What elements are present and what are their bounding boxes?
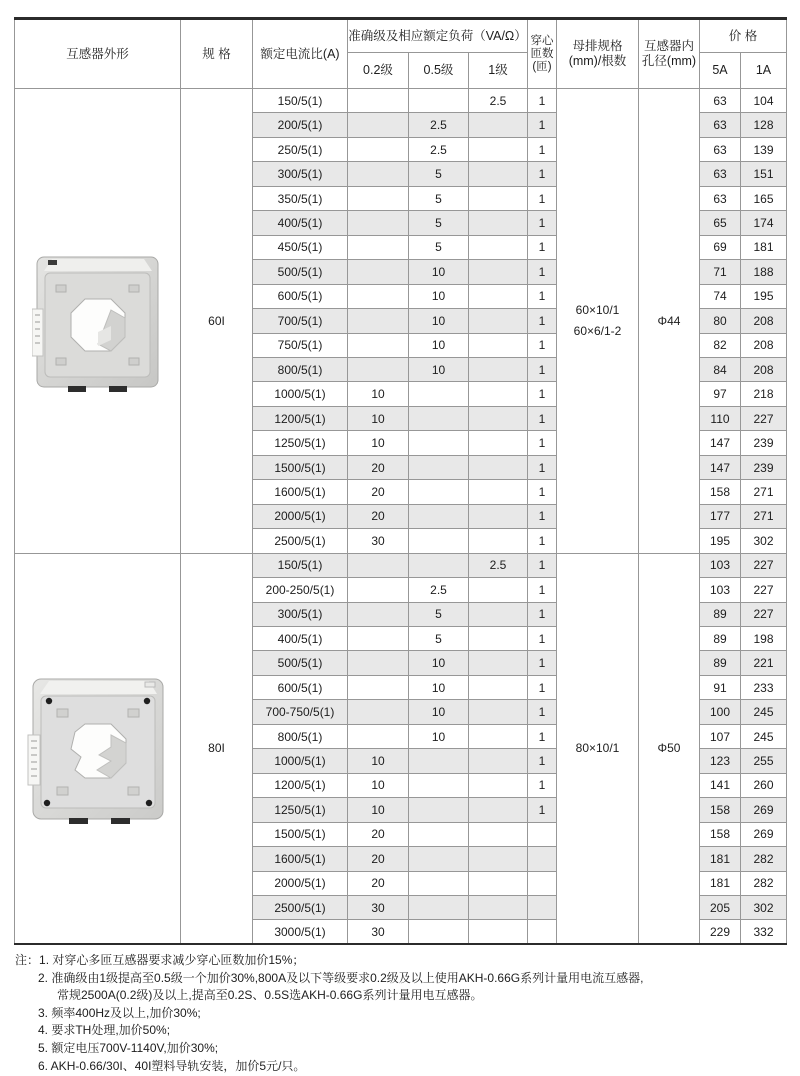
ratio-cell: 200-250/5(1) bbox=[253, 578, 348, 602]
class02-cell bbox=[348, 284, 409, 308]
class02-cell bbox=[348, 186, 409, 210]
price-1a-cell: 208 bbox=[741, 309, 787, 333]
class05-cell bbox=[409, 895, 469, 919]
class1-cell bbox=[469, 431, 528, 455]
class05-cell: 10 bbox=[409, 284, 469, 308]
header-price-group: 价 格 bbox=[700, 19, 787, 53]
class05-cell bbox=[409, 455, 469, 479]
class05-cell: 10 bbox=[409, 357, 469, 381]
price-5a-cell: 74 bbox=[700, 284, 741, 308]
price-5a-cell: 63 bbox=[700, 137, 741, 161]
ratio-cell: 200/5(1) bbox=[253, 113, 348, 137]
turns-cell bbox=[528, 822, 557, 846]
transformer-spec-table bbox=[14, 17, 787, 945]
header-appearance: 互感器外形 bbox=[15, 19, 181, 89]
ratio-cell: 700-750/5(1) bbox=[253, 700, 348, 724]
price-5a-cell: 229 bbox=[700, 920, 741, 944]
price-5a-cell: 89 bbox=[700, 651, 741, 675]
ratio-cell: 150/5(1) bbox=[253, 553, 348, 577]
ratio-cell: 300/5(1) bbox=[253, 602, 348, 626]
turns-cell: 1 bbox=[528, 675, 557, 699]
price-1a-cell: 282 bbox=[741, 847, 787, 871]
class02-cell bbox=[348, 260, 409, 284]
class02-cell bbox=[348, 137, 409, 161]
turns-cell: 1 bbox=[528, 89, 557, 113]
class05-cell: 2.5 bbox=[409, 137, 469, 161]
class05-cell: 10 bbox=[409, 724, 469, 748]
ratio-cell: 1250/5(1) bbox=[253, 798, 348, 822]
turns-cell: 1 bbox=[528, 137, 557, 161]
turns-cell: 1 bbox=[528, 553, 557, 577]
class05-cell bbox=[409, 871, 469, 895]
header-ratio: 额定电流比(A) bbox=[253, 19, 348, 89]
price-1a-cell: 208 bbox=[741, 333, 787, 357]
price-1a-cell: 302 bbox=[741, 529, 787, 553]
turns-cell: 1 bbox=[528, 700, 557, 724]
class1-cell bbox=[469, 651, 528, 675]
price-1a-cell: 239 bbox=[741, 431, 787, 455]
turns-cell: 1 bbox=[528, 357, 557, 381]
ratio-cell: 150/5(1) bbox=[253, 89, 348, 113]
ratio-cell: 1200/5(1) bbox=[253, 406, 348, 430]
class1-cell bbox=[469, 773, 528, 797]
class05-cell: 5 bbox=[409, 235, 469, 259]
turns-cell: 1 bbox=[528, 798, 557, 822]
turns-cell: 1 bbox=[528, 480, 557, 504]
price-5a-cell: 123 bbox=[700, 749, 741, 773]
price-5a-cell: 89 bbox=[700, 602, 741, 626]
price-1a-cell: 188 bbox=[741, 260, 787, 284]
ratio-cell: 800/5(1) bbox=[253, 357, 348, 381]
price-5a-cell: 158 bbox=[700, 822, 741, 846]
turns-cell: 1 bbox=[528, 504, 557, 528]
class05-cell: 10 bbox=[409, 675, 469, 699]
ratio-cell: 1250/5(1) bbox=[253, 431, 348, 455]
class02-cell: 10 bbox=[348, 749, 409, 773]
turns-cell bbox=[528, 871, 557, 895]
turns-cell: 1 bbox=[528, 651, 557, 675]
price-5a-cell: 69 bbox=[700, 235, 741, 259]
turns-cell: 1 bbox=[528, 211, 557, 235]
ratio-cell: 2500/5(1) bbox=[253, 895, 348, 919]
price-5a-cell: 177 bbox=[700, 504, 741, 528]
turns-cell: 1 bbox=[528, 113, 557, 137]
class02-cell: 20 bbox=[348, 455, 409, 479]
price-1a-cell: 332 bbox=[741, 920, 787, 944]
class02-cell: 10 bbox=[348, 798, 409, 822]
turns-cell: 1 bbox=[528, 333, 557, 357]
price-5a-cell: 89 bbox=[700, 626, 741, 650]
price-5a-cell: 195 bbox=[700, 529, 741, 553]
notes-block bbox=[15, 952, 790, 1075]
table-header bbox=[15, 19, 787, 89]
price-1a-cell: 227 bbox=[741, 578, 787, 602]
class05-cell: 5 bbox=[409, 602, 469, 626]
ratio-cell: 1500/5(1) bbox=[253, 455, 348, 479]
class05-cell bbox=[409, 89, 469, 113]
class05-cell: 5 bbox=[409, 186, 469, 210]
class1-cell bbox=[469, 480, 528, 504]
note-line: 6. AKH-0.66/30I、40I塑料导轨安装，加价5元/只。 bbox=[38, 1058, 306, 1073]
price-1a-cell: 233 bbox=[741, 675, 787, 699]
header-bore bbox=[639, 19, 700, 89]
class05-cell: 2.5 bbox=[409, 578, 469, 602]
class1-cell bbox=[469, 186, 528, 210]
ratio-cell: 1500/5(1) bbox=[253, 822, 348, 846]
turns-cell bbox=[528, 895, 557, 919]
price-1a-cell: 255 bbox=[741, 749, 787, 773]
price-1a-cell: 151 bbox=[741, 162, 787, 186]
class05-cell: 10 bbox=[409, 651, 469, 675]
price-5a-cell: 63 bbox=[700, 89, 741, 113]
notes-prefix: 注： bbox=[15, 953, 40, 967]
price-1a-cell: 271 bbox=[741, 504, 787, 528]
price-5a-cell: 147 bbox=[700, 455, 741, 479]
price-5a-cell: 147 bbox=[700, 431, 741, 455]
turns-cell: 1 bbox=[528, 284, 557, 308]
ratio-cell: 750/5(1) bbox=[253, 333, 348, 357]
header-turns-line1: 穿心 bbox=[530, 34, 554, 47]
price-1a-cell: 269 bbox=[741, 798, 787, 822]
spec-cell: 80I bbox=[181, 553, 253, 944]
class1-cell bbox=[469, 382, 528, 406]
class02-cell bbox=[348, 309, 409, 333]
price-5a-cell: 158 bbox=[700, 798, 741, 822]
ratio-cell: 600/5(1) bbox=[253, 675, 348, 699]
class02-cell: 20 bbox=[348, 822, 409, 846]
class05-cell bbox=[409, 798, 469, 822]
ratio-cell: 400/5(1) bbox=[253, 211, 348, 235]
class1-cell bbox=[469, 137, 528, 161]
class05-cell: 5 bbox=[409, 162, 469, 186]
price-1a-cell: 174 bbox=[741, 211, 787, 235]
class05-cell bbox=[409, 553, 469, 577]
class05-cell bbox=[409, 822, 469, 846]
class1-cell bbox=[469, 822, 528, 846]
header-price-5a: 5A bbox=[700, 53, 741, 89]
price-1a-cell: 245 bbox=[741, 700, 787, 724]
ratio-cell: 700/5(1) bbox=[253, 309, 348, 333]
header-turns bbox=[528, 19, 557, 89]
busbar-cell bbox=[557, 89, 639, 554]
class05-cell: 2.5 bbox=[409, 113, 469, 137]
ratio-cell: 350/5(1) bbox=[253, 186, 348, 210]
price-5a-cell: 84 bbox=[700, 357, 741, 381]
class1-cell bbox=[469, 626, 528, 650]
class02-cell: 20 bbox=[348, 480, 409, 504]
price-1a-cell: 245 bbox=[741, 724, 787, 748]
ratio-cell: 800/5(1) bbox=[253, 724, 348, 748]
class05-cell: 10 bbox=[409, 700, 469, 724]
price-5a-cell: 65 bbox=[700, 211, 741, 235]
price-5a-cell: 103 bbox=[700, 553, 741, 577]
turns-cell: 1 bbox=[528, 309, 557, 333]
class02-cell: 20 bbox=[348, 871, 409, 895]
note-line: 4. 要求TH处理,加价50%; bbox=[38, 1023, 171, 1038]
busbar-line: 80×10/1 bbox=[575, 741, 620, 756]
class02-cell bbox=[348, 211, 409, 235]
class02-cell: 10 bbox=[348, 406, 409, 430]
price-5a-cell: 110 bbox=[700, 406, 741, 430]
turns-cell: 1 bbox=[528, 455, 557, 479]
class02-cell: 10 bbox=[348, 773, 409, 797]
turns-cell: 1 bbox=[528, 578, 557, 602]
class1-cell bbox=[469, 578, 528, 602]
class05-cell bbox=[409, 504, 469, 528]
note-line: 2. 准确级由1级提高至0.5级一个加价30%,800A及以下等级要求0.2级及以上使用AKH-0.66G系列计量用电流互感器, bbox=[38, 970, 644, 985]
class02-cell bbox=[348, 235, 409, 259]
class1-cell bbox=[469, 309, 528, 333]
class05-cell bbox=[409, 749, 469, 773]
class1-cell bbox=[469, 847, 528, 871]
ratio-cell: 3000/5(1) bbox=[253, 920, 348, 944]
bore-cell: Φ50 bbox=[639, 553, 700, 944]
class02-cell bbox=[348, 162, 409, 186]
transformer-photo-cell bbox=[15, 89, 181, 554]
class1-cell bbox=[469, 724, 528, 748]
header-busbar-line2: (mm)/根数 bbox=[568, 54, 627, 68]
header-turns-line3: (匝) bbox=[532, 60, 552, 73]
price-5a-cell: 82 bbox=[700, 333, 741, 357]
class1-cell bbox=[469, 871, 528, 895]
turns-cell bbox=[528, 920, 557, 944]
busbar-line: 60×6/1-2 bbox=[573, 324, 622, 339]
price-1a-cell: 260 bbox=[741, 773, 787, 797]
turns-cell: 1 bbox=[528, 724, 557, 748]
header-busbar-line1: 母排规格 bbox=[572, 39, 623, 53]
ratio-cell: 250/5(1) bbox=[253, 137, 348, 161]
price-1a-cell: 227 bbox=[741, 406, 787, 430]
price-5a-cell: 100 bbox=[700, 700, 741, 724]
class1-cell bbox=[469, 211, 528, 235]
price-1a-cell: 282 bbox=[741, 871, 787, 895]
class02-cell bbox=[348, 113, 409, 137]
class1-cell bbox=[469, 406, 528, 430]
class1-cell bbox=[469, 504, 528, 528]
class02-cell bbox=[348, 651, 409, 675]
ratio-cell: 1200/5(1) bbox=[253, 773, 348, 797]
class02-cell: 20 bbox=[348, 847, 409, 871]
class05-cell bbox=[409, 431, 469, 455]
note-line: 5. 额定电压700V-1140V,加价30%; bbox=[38, 1040, 219, 1055]
class1-cell bbox=[469, 455, 528, 479]
price-5a-cell: 107 bbox=[700, 724, 741, 748]
price-5a-cell: 63 bbox=[700, 162, 741, 186]
class1-cell bbox=[469, 602, 528, 626]
price-1a-cell: 218 bbox=[741, 382, 787, 406]
price-5a-cell: 63 bbox=[700, 113, 741, 137]
class02-cell bbox=[348, 333, 409, 357]
price-1a-cell: 271 bbox=[741, 480, 787, 504]
price-1a-cell: 239 bbox=[741, 455, 787, 479]
note-line: 3. 频率400Hz及以上,加价30%; bbox=[38, 1005, 201, 1020]
note-text: 1. 对穿心多匝互感器要求减少穿心匝数加价15%； bbox=[39, 953, 305, 967]
price-5a-cell: 97 bbox=[700, 382, 741, 406]
ratio-cell: 500/5(1) bbox=[253, 651, 348, 675]
price-5a-cell: 141 bbox=[700, 773, 741, 797]
bore-cell: Φ44 bbox=[639, 89, 700, 554]
turns-cell: 1 bbox=[528, 162, 557, 186]
class02-cell: 30 bbox=[348, 920, 409, 944]
ratio-cell: 1600/5(1) bbox=[253, 480, 348, 504]
header-bore-line1: 互感器内 bbox=[643, 39, 694, 53]
turns-cell bbox=[528, 847, 557, 871]
class02-cell bbox=[348, 553, 409, 577]
ratio-cell: 1000/5(1) bbox=[253, 382, 348, 406]
ratio-cell: 1000/5(1) bbox=[253, 749, 348, 773]
table-body bbox=[15, 89, 787, 945]
turns-cell: 1 bbox=[528, 186, 557, 210]
class02-cell bbox=[348, 602, 409, 626]
price-1a-cell: 269 bbox=[741, 822, 787, 846]
class02-cell bbox=[348, 675, 409, 699]
price-1a-cell: 104 bbox=[741, 89, 787, 113]
class05-cell bbox=[409, 920, 469, 944]
class02-cell: 30 bbox=[348, 529, 409, 553]
ratio-cell: 2500/5(1) bbox=[253, 529, 348, 553]
price-5a-cell: 103 bbox=[700, 578, 741, 602]
class1-cell bbox=[469, 357, 528, 381]
transformer-photo-cell bbox=[15, 553, 181, 944]
turns-cell: 1 bbox=[528, 406, 557, 430]
price-1a-cell: 302 bbox=[741, 895, 787, 919]
class1-cell: 2.5 bbox=[469, 89, 528, 113]
ratio-cell: 1600/5(1) bbox=[253, 847, 348, 871]
price-5a-cell: 181 bbox=[700, 847, 741, 871]
class05-cell bbox=[409, 480, 469, 504]
turns-cell: 1 bbox=[528, 382, 557, 406]
turns-cell: 1 bbox=[528, 749, 557, 773]
price-5a-cell: 80 bbox=[700, 309, 741, 333]
class1-cell bbox=[469, 895, 528, 919]
price-5a-cell: 63 bbox=[700, 186, 741, 210]
table-row bbox=[15, 553, 787, 577]
ratio-cell: 600/5(1) bbox=[253, 284, 348, 308]
class05-cell: 5 bbox=[409, 211, 469, 235]
header-busbar bbox=[557, 19, 639, 89]
ratio-cell: 400/5(1) bbox=[253, 626, 348, 650]
class05-cell bbox=[409, 382, 469, 406]
class1-cell: 2.5 bbox=[469, 553, 528, 577]
class02-cell: 20 bbox=[348, 504, 409, 528]
photo-wrap bbox=[15, 669, 180, 827]
class1-cell bbox=[469, 749, 528, 773]
class05-cell: 10 bbox=[409, 260, 469, 284]
spec-cell: 60I bbox=[181, 89, 253, 554]
class05-cell bbox=[409, 529, 469, 553]
header-spec: 规 格 bbox=[181, 19, 253, 89]
header-class-1: 1级 bbox=[469, 53, 528, 89]
class1-cell bbox=[469, 162, 528, 186]
class02-cell bbox=[348, 724, 409, 748]
header-class-02: 0.2级 bbox=[348, 53, 409, 89]
turns-cell: 1 bbox=[528, 602, 557, 626]
price-1a-cell: 221 bbox=[741, 651, 787, 675]
turns-cell: 1 bbox=[528, 431, 557, 455]
current-transformer-photo bbox=[27, 669, 169, 827]
note-line bbox=[15, 952, 790, 970]
class1-cell bbox=[469, 333, 528, 357]
class05-cell bbox=[409, 847, 469, 871]
current-transformer-photo bbox=[32, 248, 164, 394]
class1-cell bbox=[469, 284, 528, 308]
class05-cell: 10 bbox=[409, 333, 469, 357]
header-accuracy-group: 准确级及相应额定负荷（VA/Ω） bbox=[348, 19, 528, 53]
price-1a-cell: 139 bbox=[741, 137, 787, 161]
ratio-cell: 500/5(1) bbox=[253, 260, 348, 284]
price-5a-cell: 205 bbox=[700, 895, 741, 919]
ratio-cell: 2000/5(1) bbox=[253, 504, 348, 528]
turns-cell: 1 bbox=[528, 260, 557, 284]
turns-cell: 1 bbox=[528, 235, 557, 259]
price-1a-cell: 208 bbox=[741, 357, 787, 381]
class05-cell bbox=[409, 773, 469, 797]
price-1a-cell: 195 bbox=[741, 284, 787, 308]
class1-cell bbox=[469, 113, 528, 137]
class05-cell: 5 bbox=[409, 626, 469, 650]
header-turns-line2: 匝数 bbox=[530, 47, 554, 60]
photo-wrap bbox=[15, 248, 180, 394]
turns-cell: 1 bbox=[528, 529, 557, 553]
class05-cell bbox=[409, 406, 469, 430]
price-1a-cell: 227 bbox=[741, 602, 787, 626]
price-1a-cell: 227 bbox=[741, 553, 787, 577]
class1-cell bbox=[469, 920, 528, 944]
class05-cell: 10 bbox=[409, 309, 469, 333]
note-continuation: 常规2500A(0.2级)及以上,提高至0.2S、0.5S选AKH-0.66G系列计量用电互感器。 bbox=[57, 988, 483, 1003]
ratio-cell: 2000/5(1) bbox=[253, 871, 348, 895]
class1-cell bbox=[469, 675, 528, 699]
class02-cell: 30 bbox=[348, 895, 409, 919]
class1-cell bbox=[469, 529, 528, 553]
ratio-cell: 450/5(1) bbox=[253, 235, 348, 259]
price-1a-cell: 198 bbox=[741, 626, 787, 650]
price-5a-cell: 181 bbox=[700, 871, 741, 895]
price-1a-cell: 181 bbox=[741, 235, 787, 259]
price-5a-cell: 71 bbox=[700, 260, 741, 284]
header-price-1a: 1A bbox=[741, 53, 787, 89]
table-row bbox=[15, 89, 787, 113]
class02-cell bbox=[348, 626, 409, 650]
class02-cell bbox=[348, 89, 409, 113]
class1-cell bbox=[469, 700, 528, 724]
class02-cell bbox=[348, 700, 409, 724]
busbar-line: 60×10/1 bbox=[575, 303, 620, 318]
class02-cell bbox=[348, 357, 409, 381]
class1-cell bbox=[469, 798, 528, 822]
class1-cell bbox=[469, 235, 528, 259]
price-5a-cell: 158 bbox=[700, 480, 741, 504]
class02-cell: 10 bbox=[348, 382, 409, 406]
turns-cell: 1 bbox=[528, 773, 557, 797]
class1-cell bbox=[469, 260, 528, 284]
busbar-cell bbox=[557, 553, 639, 944]
header-bore-line2: 孔径(mm) bbox=[641, 54, 697, 68]
class02-cell bbox=[348, 578, 409, 602]
price-5a-cell: 91 bbox=[700, 675, 741, 699]
turns-cell: 1 bbox=[528, 626, 557, 650]
header-class-05: 0.5级 bbox=[409, 53, 469, 89]
price-1a-cell: 165 bbox=[741, 186, 787, 210]
class02-cell: 10 bbox=[348, 431, 409, 455]
ratio-cell: 300/5(1) bbox=[253, 162, 348, 186]
price-1a-cell: 128 bbox=[741, 113, 787, 137]
